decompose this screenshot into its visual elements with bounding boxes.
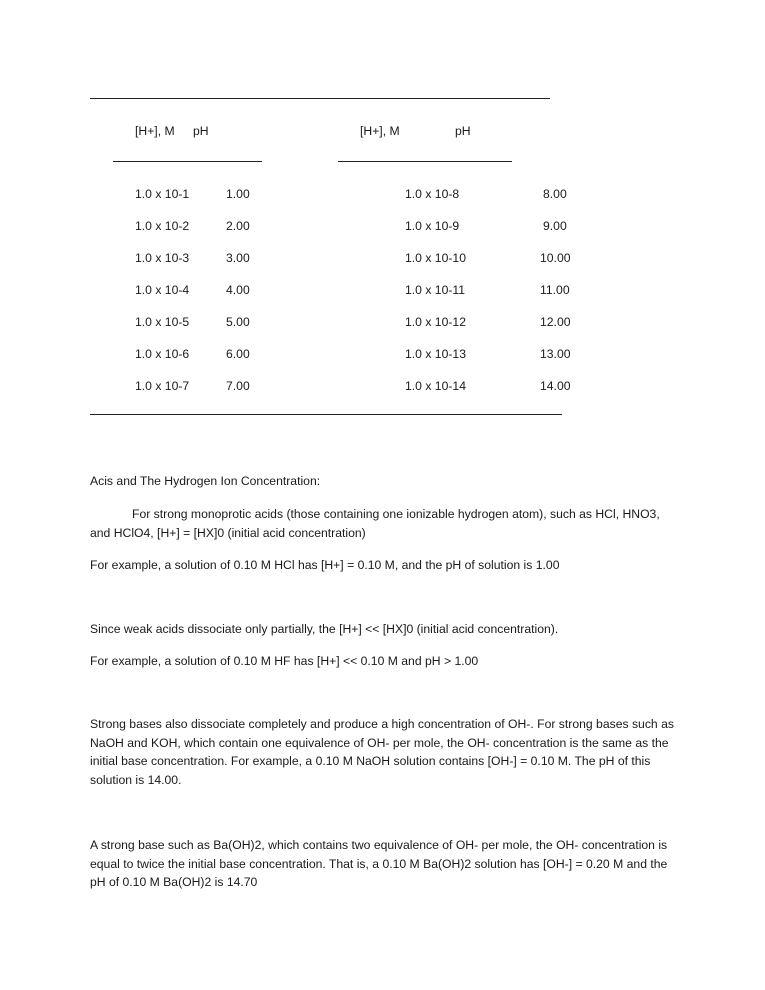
right-ph-cell: 13.00 xyxy=(540,347,571,361)
section-heading: Acis and The Hydrogen Ion Concentration: xyxy=(90,474,321,488)
table-row xyxy=(0,220,765,234)
right-header-rule xyxy=(338,161,512,162)
strong-acid-paragraph: For strong monoprotic acids (those containing one ionizable hydrogen atom), such as HCl, HNO3, and HClO4, [H+] = [HX]0 (initial acid concentration) xyxy=(90,507,660,540)
table-bottom-rule xyxy=(90,414,562,415)
right-conc-cell: 1.0 x 10-13 xyxy=(405,347,466,361)
left-conc-cell: 1.0 x 10-4 xyxy=(135,283,190,297)
strong-base-paragraph: Strong bases also dissociate completely and produce a high concentration of OH-. For strong bases such as NaOH and KOH, which contain one equivalence of OH- per mole, the OH- concentration is the same as the initial base concentration. For example, a 0.10 M NaOH solution contains [OH-] = 0.10 M. The pH of this solution is 14.00. xyxy=(90,717,674,787)
right-ph-cell: 8.00 xyxy=(543,187,567,201)
left-conc-cell: 1.0 x 10-1 xyxy=(135,187,190,201)
right-ph-cell: 14.00 xyxy=(540,379,571,393)
left-conc-cell: 1.0 x 10-5 xyxy=(135,315,190,329)
left-conc-cell: 1.0 x 10-2 xyxy=(135,219,190,233)
right-ph-cell: 9.00 xyxy=(543,219,567,233)
left-conc-cell: 1.0 x 10-7 xyxy=(135,379,190,393)
weak-acid-paragraph: Since weak acids dissociate only partially, the [H+] << [HX]0 (initial acid concentration). xyxy=(90,622,559,636)
left-header-concentration: [H+], M xyxy=(135,124,175,138)
left-ph-cell: 4.00 xyxy=(226,283,250,297)
right-header-ph: pH xyxy=(455,124,471,138)
table-row xyxy=(0,380,765,394)
right-header-concentration: [H+], M xyxy=(360,124,400,138)
left-ph-cell: 2.00 xyxy=(226,219,250,233)
table-row xyxy=(0,348,765,362)
left-ph-cell: 1.00 xyxy=(226,187,250,201)
weak-acid-example: For example, a solution of 0.10 M HF has [H+] << 0.10 M and pH > 1.00 xyxy=(90,654,479,668)
right-ph-cell: 12.00 xyxy=(540,315,571,329)
right-conc-cell: 1.0 x 10-10 xyxy=(405,251,466,265)
left-ph-cell: 5.00 xyxy=(226,315,250,329)
right-conc-cell: 1.0 x 10-12 xyxy=(405,315,466,329)
right-conc-cell: 1.0 x 10-14 xyxy=(405,379,466,393)
table-row xyxy=(0,188,765,202)
table-row xyxy=(0,316,765,330)
left-conc-cell: 1.0 x 10-6 xyxy=(135,347,190,361)
left-conc-cell: 1.0 x 10-3 xyxy=(135,251,190,265)
table-top-rule xyxy=(90,98,550,99)
right-ph-cell: 11.00 xyxy=(540,283,570,297)
left-ph-cell: 7.00 xyxy=(226,379,250,393)
table-row xyxy=(0,252,765,266)
table-row xyxy=(0,284,765,298)
barium-hydroxide-paragraph: A strong base such as Ba(OH)2, which contains two equivalence of OH- per mole, the OH- concentration is equal to twice the initial base concentration. That is, a 0.10 M Ba(OH)2 solution has [OH-] = 0.20 M and the pH of 0.10 M Ba(OH)2 is 14.70 xyxy=(90,838,668,889)
right-ph-cell: 10.00 xyxy=(540,251,571,265)
right-conc-cell: 1.0 x 10-11 xyxy=(405,283,466,297)
right-conc-cell: 1.0 x 10-8 xyxy=(405,187,460,201)
left-ph-cell: 6.00 xyxy=(226,347,250,361)
right-conc-cell: 1.0 x 10-9 xyxy=(405,219,460,233)
strong-acid-example: For example, a solution of 0.10 M HCl has [H+] = 0.10 M, and the pH of solution is 1.00 xyxy=(90,558,560,572)
left-header-ph: pH xyxy=(193,124,209,138)
left-ph-cell: 3.00 xyxy=(226,251,250,265)
left-header-rule xyxy=(113,161,262,162)
